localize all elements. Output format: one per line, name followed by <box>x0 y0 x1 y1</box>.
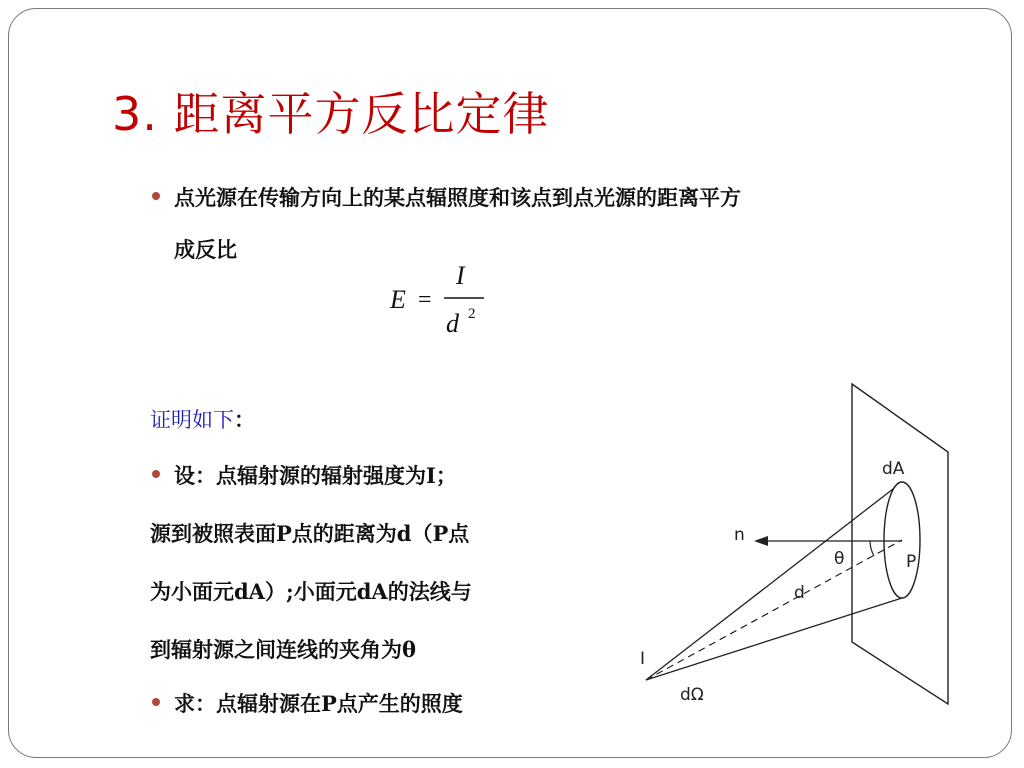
point-source-diagram <box>630 378 960 708</box>
formula-lhs: E <box>390 285 406 314</box>
label-theta: θ <box>834 549 845 569</box>
bullet-dot <box>152 470 160 478</box>
formula-numerator: I <box>456 261 465 290</box>
given-line-1: 设：点辐射源的辐射强度为I； <box>174 463 457 488</box>
given-line-2: 源到被照表面P点的距离为d（P点 <box>150 521 470 546</box>
formula-exponent: 2 <box>468 306 476 322</box>
bullet-1-line-2: 成反比 <box>174 237 237 262</box>
label-I: I <box>640 649 646 669</box>
slide-title: 3. 距离平方反比定律 <box>112 87 550 141</box>
formula-denominator: d <box>446 309 459 338</box>
formula-equals: = <box>418 287 432 313</box>
proof-label: 证明如下 <box>150 408 234 432</box>
label-d: d <box>794 583 805 603</box>
label-dA: dA <box>882 459 905 479</box>
find-line: 求：点辐射源在P点产生的照度 <box>174 691 463 716</box>
label-P: P <box>906 552 917 572</box>
label-n: n <box>734 525 745 545</box>
normal-arrowhead <box>754 536 768 546</box>
label-dOmega: dΩ <box>680 685 704 705</box>
inverse-square-formula <box>380 258 500 342</box>
proof-heading <box>150 404 255 434</box>
given-line-3: 为小面元dA）;小面元dA的法线与 <box>150 579 472 604</box>
proof-colon: ： <box>234 407 255 432</box>
given-line-4: 到辐射源之间连线的夹角为θ <box>150 637 417 662</box>
bullet-1-line-1: 点光源在传输方向上的某点辐照度和该点到点光源的距离平方 <box>174 185 741 210</box>
theta-arc <box>870 541 874 556</box>
bullet-dot <box>152 192 160 200</box>
bullet-dot <box>152 698 160 706</box>
